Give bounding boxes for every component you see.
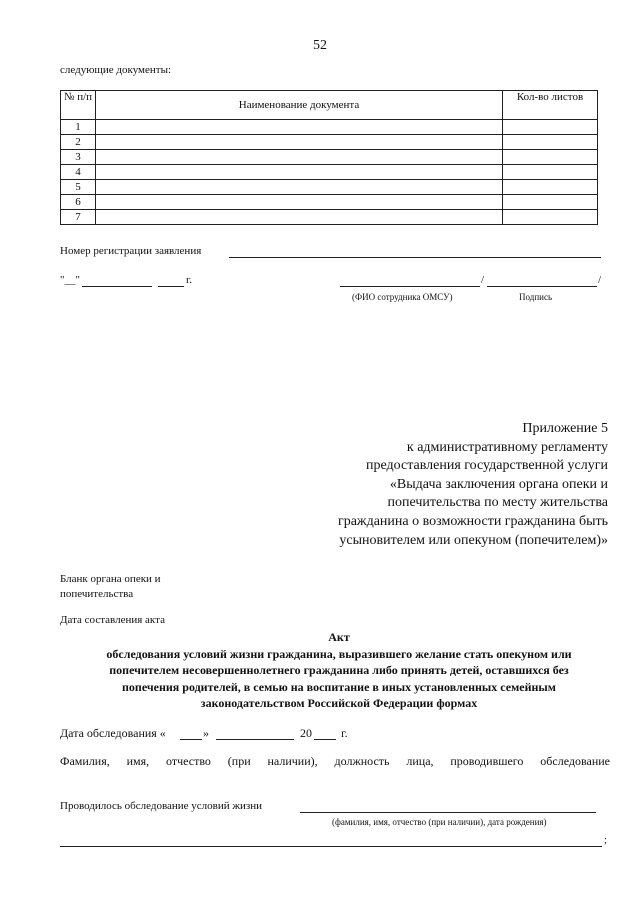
trailing-semicolon: ; bbox=[604, 834, 608, 846]
table-row bbox=[61, 135, 598, 150]
registration-label: Номер регистрации заявления bbox=[60, 245, 202, 257]
act-subtitle-line: попечения родителей, в семью на воспитание в иных установленных семейным bbox=[122, 679, 556, 694]
date-day: "__" bbox=[60, 274, 80, 286]
act-subtitle-line: законодательством Российской Федерации формах bbox=[200, 696, 478, 710]
date-year-field[interactable] bbox=[158, 286, 184, 287]
fio-field[interactable] bbox=[340, 286, 480, 287]
row-doc-name[interactable] bbox=[96, 165, 503, 180]
row-number: 6 bbox=[61, 195, 96, 210]
appendix-line: «Выдача заключения органа опеки и bbox=[389, 476, 608, 492]
col-name-header: Наименование документа bbox=[96, 91, 503, 120]
signature-field[interactable] bbox=[487, 286, 597, 287]
table-row bbox=[61, 120, 598, 135]
act-title: Акт bbox=[328, 630, 350, 644]
date-month-field[interactable] bbox=[82, 286, 152, 287]
survey-year-field[interactable] bbox=[314, 739, 336, 740]
row-sheets[interactable] bbox=[503, 195, 598, 210]
row-sheets[interactable] bbox=[503, 180, 598, 195]
row-doc-name[interactable] bbox=[96, 120, 503, 135]
row-sheets[interactable] bbox=[503, 135, 598, 150]
row-number: 4 bbox=[61, 165, 96, 180]
survey-date-prefix: Дата обследования « bbox=[60, 726, 166, 740]
table-row bbox=[61, 180, 598, 195]
trailing-line[interactable] bbox=[60, 846, 602, 847]
slash-2: / bbox=[598, 274, 602, 286]
row-doc-name[interactable] bbox=[96, 195, 503, 210]
appendix-line: попечительства по месту жительства bbox=[387, 495, 608, 511]
row-number: 7 bbox=[61, 210, 96, 225]
survey-date-close: » bbox=[203, 726, 209, 740]
row-sheets[interactable] bbox=[503, 120, 598, 135]
row-number: 3 bbox=[61, 150, 96, 165]
conducted-label: Проводилось обследование условий жизни bbox=[60, 800, 262, 812]
table-row bbox=[61, 165, 598, 180]
act-subtitle-line: попечителем несовершеннолетнего гражданина либо принять детей, оставшихся без bbox=[109, 663, 569, 677]
date-year-suffix: г. bbox=[186, 274, 193, 286]
row-number: 5 bbox=[61, 180, 96, 195]
documents-table bbox=[60, 90, 598, 225]
caption-fio: (ФИО сотрудника ОМСУ) bbox=[352, 292, 453, 302]
appendix-line: предоставления государственной услуги bbox=[366, 458, 608, 474]
col-number-header: № п/п bbox=[61, 91, 96, 120]
survey-century: 20 bbox=[300, 726, 312, 740]
appendix-line: усыновителем или опекуном (попечителем)» bbox=[339, 532, 608, 548]
appendix-line: Приложение 5 bbox=[522, 421, 608, 436]
act-date-label: Дата составления акта bbox=[60, 614, 165, 626]
row-doc-name[interactable] bbox=[96, 135, 503, 150]
act-subtitle-line: обследования условий жизни гражданина, выразившего желание стать опекуном или bbox=[106, 646, 572, 661]
intro-text: следующие документы: bbox=[60, 64, 172, 76]
registration-field[interactable] bbox=[229, 257, 601, 258]
survey-year-suffix: г. bbox=[341, 726, 348, 740]
survey-day-field[interactable] bbox=[180, 739, 202, 740]
table-row bbox=[61, 150, 598, 165]
appendix-line: гражданина о возможности гражданина быть bbox=[337, 513, 608, 529]
row-number: 2 bbox=[61, 135, 96, 150]
table-row bbox=[61, 195, 598, 210]
blank-label-line1: Бланк органа опеки и bbox=[60, 573, 161, 585]
row-sheets[interactable] bbox=[503, 150, 598, 165]
slash-1: / bbox=[481, 274, 485, 286]
survey-month-field[interactable] bbox=[216, 739, 294, 740]
blank-label-line2: попечительства bbox=[60, 588, 134, 600]
conducted-caption: (фамилия, имя, отчество (при наличии), дата рождения) bbox=[332, 817, 547, 827]
act-heading bbox=[60, 629, 618, 712]
table-header-row bbox=[61, 91, 598, 120]
table-row bbox=[61, 210, 598, 225]
row-number: 1 bbox=[61, 120, 96, 135]
row-doc-name[interactable] bbox=[96, 180, 503, 195]
row-doc-name[interactable] bbox=[96, 210, 503, 225]
conducted-field[interactable] bbox=[300, 812, 596, 813]
fio-line-text: Фамилия, имя, отчество (при наличии), должность лица, проводившего обследование bbox=[60, 754, 610, 768]
appendix-block bbox=[338, 420, 608, 550]
appendix-line: к административному регламенту bbox=[406, 439, 608, 455]
row-sheets[interactable] bbox=[503, 210, 598, 225]
col-sheets-header: Кол-во листов bbox=[503, 91, 598, 120]
caption-signature: Подпись bbox=[519, 292, 553, 302]
row-doc-name[interactable] bbox=[96, 150, 503, 165]
page-number: 52 bbox=[313, 38, 327, 53]
row-sheets[interactable] bbox=[503, 165, 598, 180]
